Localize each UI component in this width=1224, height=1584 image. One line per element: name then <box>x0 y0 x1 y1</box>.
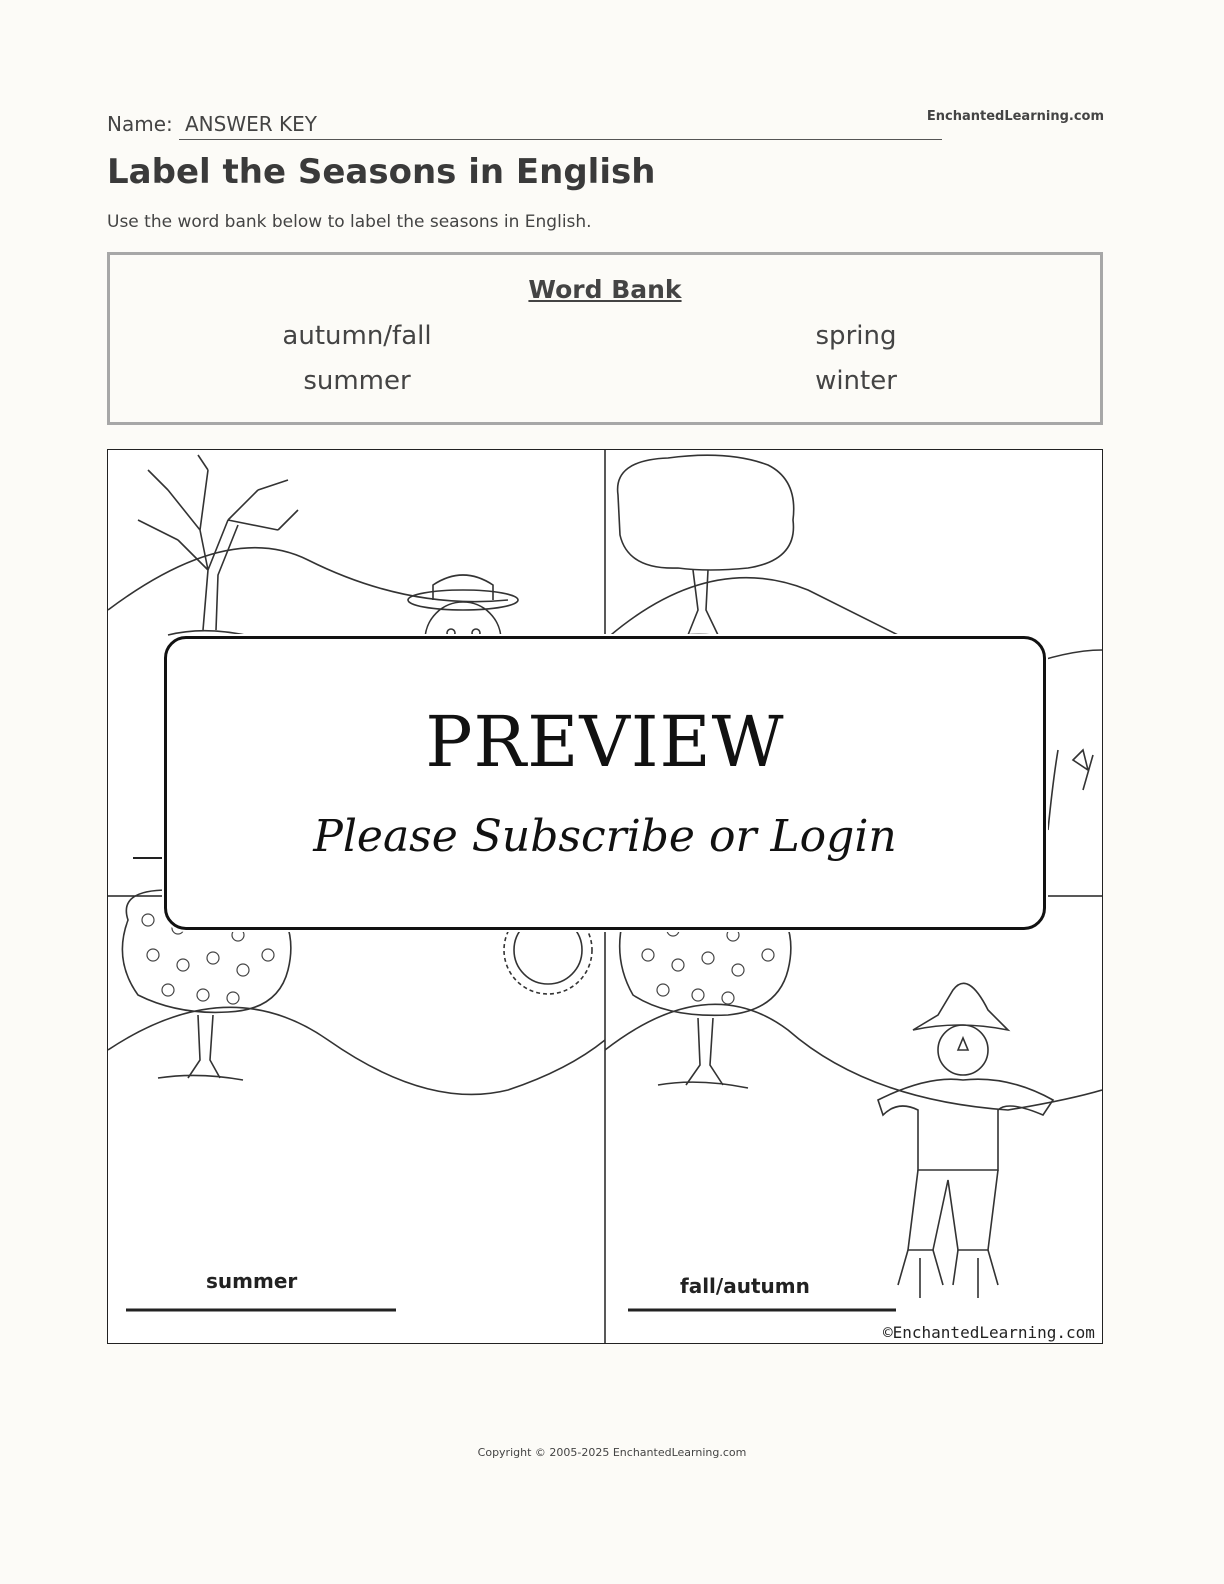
subscribe-login-link[interactable]: Please Subscribe or Login <box>313 811 897 862</box>
preview-title: PREVIEW <box>425 701 785 783</box>
footer-copyright: Copyright © 2005-2025 EnchantedLearning.com <box>477 1446 747 1459</box>
label-fall: fall/autumn <box>680 1274 810 1298</box>
picture-credit: ©EnchantedLearning.com <box>883 1323 1095 1342</box>
name-label: Name: <box>107 112 173 136</box>
word-bank-title: Word Bank <box>528 275 682 304</box>
word-bank-word: winter <box>815 366 897 396</box>
page-title: Label the Seasons in English <box>107 152 656 192</box>
word-bank-word: autumn/fall <box>282 321 432 351</box>
preview-overlay[interactable] <box>164 636 1046 930</box>
word-bank-word: summer <box>303 366 411 396</box>
site-link[interactable]: EnchantedLearning.com <box>926 109 1104 124</box>
word-bank <box>107 252 1103 425</box>
word-bank-word: spring <box>815 321 897 351</box>
label-summer: summer <box>206 1269 298 1293</box>
instructions: Use the word bank below to label the seasons in English. <box>107 212 592 232</box>
name-row <box>107 108 942 140</box>
fall-scene <box>605 887 1102 1298</box>
name-value: ANSWER KEY <box>185 112 317 136</box>
name-line <box>179 139 942 140</box>
